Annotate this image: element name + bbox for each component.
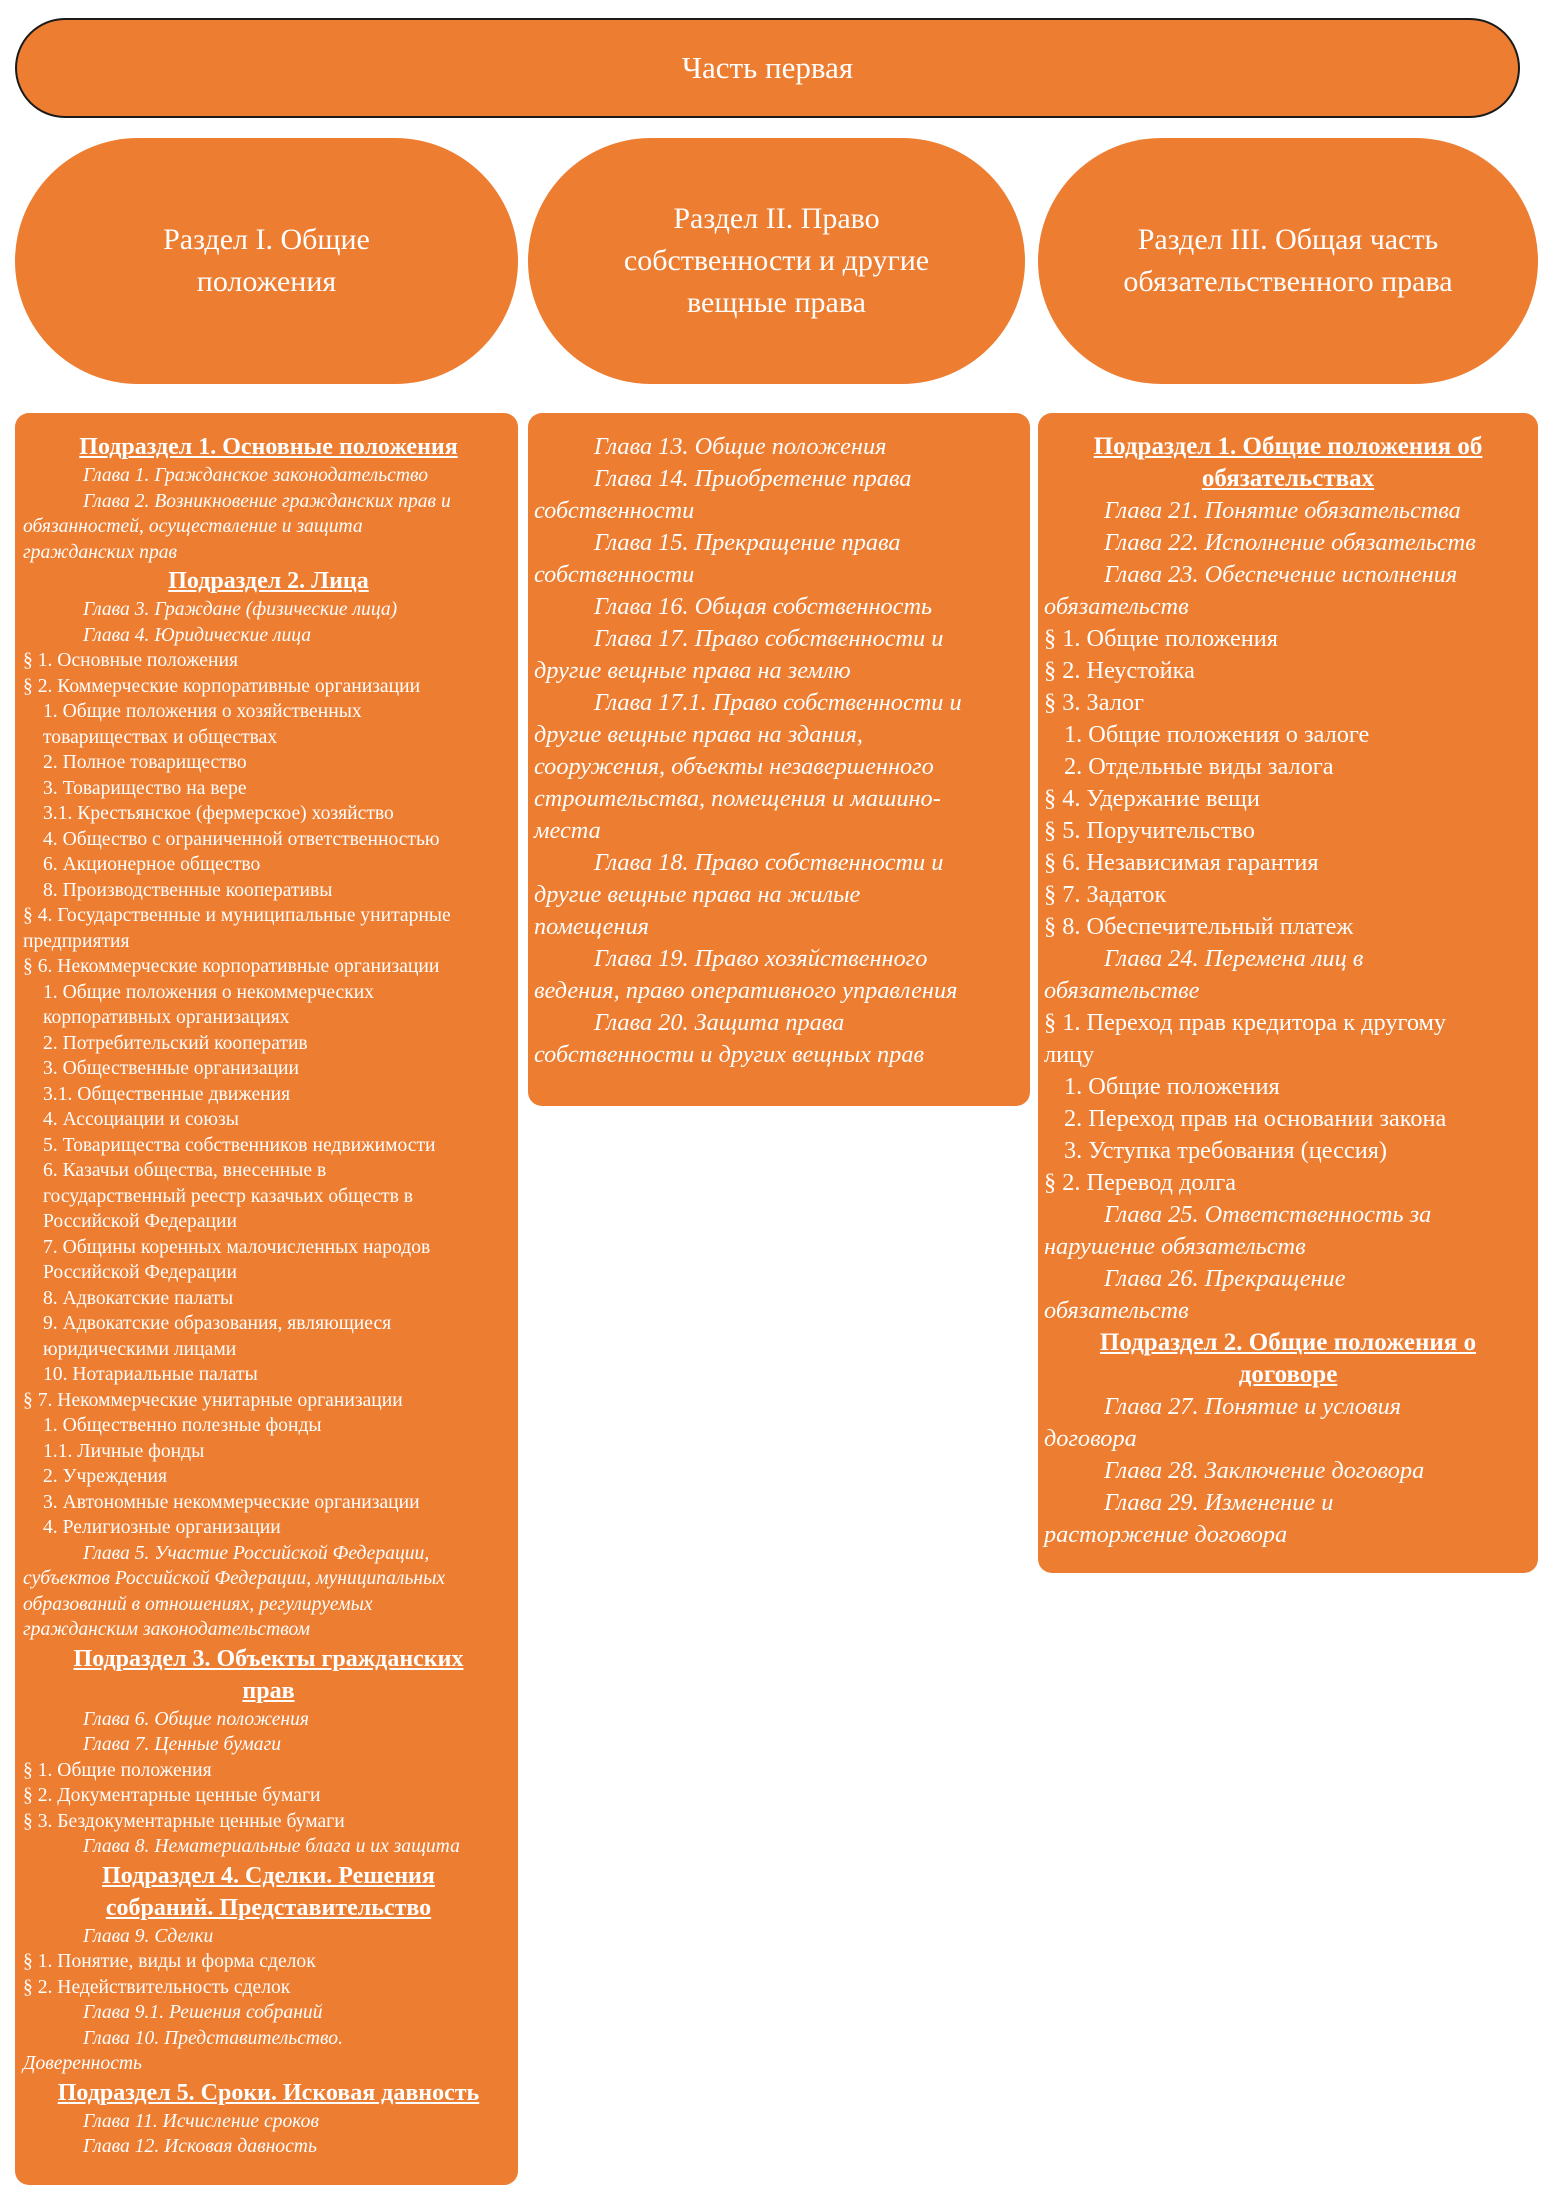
chapter-item-continued: другие вещные права на здания, — [534, 721, 863, 748]
paragraph-item: § 3. Бездокументарные ценные бумаги — [23, 1810, 345, 1832]
sub-item: 7. Общины коренных малочисленных народов — [43, 1236, 431, 1258]
chapter-item: Глава 5. Участие Российской Федерации, — [83, 1542, 430, 1564]
paragraph-item: § 1. Переход прав кредитора к другому — [1044, 1009, 1447, 1036]
sub-item: 3. Автономные некоммерческие организации — [43, 1491, 420, 1513]
paragraph-item: § 1. Основные положения — [23, 650, 238, 671]
chapter-item-continued: договора — [1044, 1425, 1137, 1452]
sub-item: 8. Производственные кооперативы — [43, 879, 333, 901]
sub-item: 1. Общие положения о некоммерческих — [43, 981, 375, 1003]
section-3-content-box — [1038, 413, 1538, 1573]
section-2-oval — [528, 138, 1025, 384]
chapter-item-continued: строительства, помещения и машино- — [534, 785, 941, 812]
chapter-item: Глава 9. Сделки — [83, 1925, 214, 1947]
chapter-item: Глава 22. Исполнение обязательств — [1104, 529, 1476, 556]
sub-item: 1. Общие положения о залоге — [1064, 721, 1370, 748]
chapter-item: Глава 17.1. Право собственности и — [594, 689, 962, 716]
sub-item: 1.1. Личные фонды — [43, 1440, 205, 1462]
chapter-item-continued: сооружения, объекты незавершенного — [534, 753, 934, 780]
subsection-heading: Подраздел 5. Сроки. Исковая давность — [57, 2079, 480, 2106]
chapter-item-continued: обязанностей, осуществление и защита — [23, 516, 363, 537]
section-3-oval — [1038, 138, 1538, 384]
chapter-item: Глава 12. Исковая давность — [83, 2136, 317, 2157]
sub-item: 1. Общественно полезные фонды — [43, 1415, 322, 1436]
chapter-item: Глава 19. Право хозяйственного — [594, 945, 928, 972]
sub-item: товариществах и обществах — [43, 726, 278, 748]
chapter-item-continued: обязательств — [1044, 593, 1189, 620]
chapter-item-continued: субъектов Российской Федерации, муниципальных — [23, 1568, 446, 1589]
paragraph-item: § 1. Общие положения — [1044, 625, 1278, 652]
sub-item: 3. Уступка требования (цессия) — [1064, 1137, 1387, 1164]
paragraph-item: предприятия — [23, 930, 130, 952]
sub-item: Российской Федерации — [43, 1211, 237, 1232]
chapter-item-continued: обязательстве — [1044, 977, 1200, 1004]
paragraph-item: § 2. Перевод долга — [1044, 1169, 1237, 1196]
paragraph-item: § 6. Некоммерческие корпоративные организации — [23, 956, 440, 977]
chapter-item: Глава 28. Заключение договора — [1104, 1457, 1425, 1484]
chapter-item-continued: собственности и других вещных прав — [534, 1041, 925, 1068]
subsection-heading: договоре — [1238, 1361, 1338, 1388]
sub-item: 3.1. Крестьянское (фермерское) хозяйство — [43, 803, 394, 824]
paragraph-item: § 6. Независимая гарантия — [1044, 849, 1319, 876]
paragraph-item: § 1. Понятие, виды и форма сделок — [23, 1951, 316, 1972]
chapter-item-continued: гражданских прав — [23, 541, 178, 563]
subsection-heading: Подраздел 2. Лица — [168, 568, 369, 594]
sub-item: 3. Товарищество на вере — [43, 777, 247, 799]
sub-item: 2. Учреждения — [43, 1466, 168, 1487]
sub-item: 4. Религиозные организации — [43, 1517, 281, 1538]
paragraph-item: § 2. Недействительность сделок — [23, 1976, 291, 1998]
sub-item: 4. Общество с ограниченной ответственностью — [43, 828, 440, 850]
sub-item: 9. Адвокатские образования, являющиеся — [43, 1313, 392, 1334]
chapter-item: Глава 17. Право собственности и — [594, 625, 944, 652]
sub-item: 10. Нотариальные палаты — [43, 1364, 258, 1385]
chapter-item: Глава 11. Исчисление сроков — [83, 2110, 319, 2132]
chapter-item: Глава 10. Представительство. — [83, 2027, 343, 2049]
chapter-item: Глава 18. Право собственности и — [594, 849, 944, 876]
chapter-item: Глава 20. Защита права — [594, 1009, 845, 1036]
sub-item: 5. Товарищества собственников недвижимости — [43, 1134, 436, 1156]
subsection-heading: Подраздел 3. Объекты гражданских — [73, 1645, 464, 1672]
sub-item: 3. Общественные организации — [43, 1058, 300, 1079]
chapter-item: Глава 7. Ценные бумаги — [83, 1734, 282, 1755]
sub-item: корпоративных организациях — [43, 1007, 290, 1028]
chapter-item: Глава 13. Общие положения — [594, 433, 887, 460]
section-1-title: Раздел I. Общие положения — [163, 223, 370, 298]
chapter-item-continued: другие вещные права на жилые — [534, 881, 861, 908]
subsection-heading: Подраздел 1. Общие положения об — [1093, 433, 1483, 460]
chapter-item-continued: ведения, право оперативного управления — [534, 977, 958, 1004]
sub-item: 2. Переход прав на основании закона — [1064, 1105, 1447, 1132]
paragraph-item: § 4. Удержание вещи — [1044, 785, 1260, 812]
sub-item: 2. Полное товарищество — [43, 752, 247, 773]
sub-item: 2. Отдельные виды залога — [1064, 753, 1334, 780]
sub-item: 4. Ассоциации и союзы — [43, 1109, 239, 1130]
subsection-heading: прав — [242, 1677, 295, 1704]
sub-item: государственный реестр казачьих обществ в — [43, 1185, 414, 1207]
subsection-heading: обязательствах — [1201, 465, 1375, 492]
sub-item: 6. Акционерное общество — [43, 854, 261, 875]
chapter-item: Глава 21. Понятие обязательства — [1104, 497, 1461, 524]
paragraph-item: § 3. Залог — [1044, 689, 1144, 716]
chapter-item-continued: собственности — [534, 497, 695, 524]
part-one-banner — [15, 18, 1520, 118]
subsection-heading: Подраздел 2. Общие положения о — [1099, 1329, 1477, 1356]
part-title: Часть первая — [681, 50, 854, 85]
chapter-item-continued: Доверенность — [23, 2053, 142, 2074]
chapter-item: Глава 29. Изменение и — [1104, 1489, 1334, 1516]
chapter-item: Глава 8. Нематериальные блага и их защита — [83, 1836, 460, 1857]
paragraph-item: § 5. Поручительство — [1044, 817, 1255, 844]
chapter-item: Глава 14. Приобретение права — [594, 465, 912, 492]
chapter-item: Глава 15. Прекращение права — [594, 529, 901, 556]
sub-item: 8. Адвокатские палаты — [43, 1287, 234, 1309]
chapter-item-continued: образований в отношениях, регулируемых — [23, 1593, 373, 1615]
subsection-heading: Подраздел 1. Основные положения — [79, 434, 458, 460]
chapter-item-continued: нарушение обязательств — [1044, 1233, 1306, 1260]
paragraph-item: § 1. Общие положения — [23, 1759, 212, 1781]
paragraph-item: § 8. Обеспечительный платеж — [1044, 913, 1354, 940]
chapter-item-continued: собственности — [534, 561, 695, 588]
paragraph-item: § 7. Некоммерческие унитарные организации — [23, 1389, 403, 1411]
sub-item: 2. Потребительский кооператив — [43, 1032, 308, 1054]
sub-item: 1. Общие положения — [1064, 1073, 1280, 1100]
chapter-item-continued: места — [534, 817, 601, 844]
section-2-title: Раздел II. Право собственности и другие вещные права — [623, 202, 930, 319]
chapter-item-continued: обязательств — [1044, 1297, 1189, 1324]
chapter-item-continued: другие вещные права на землю — [534, 657, 851, 684]
subsection-heading: собраний. Представительство — [105, 1894, 432, 1921]
subsection-heading: Подраздел 4. Сделки. Решения — [102, 1862, 435, 1889]
chapter-item: Глава 27. Понятие и условия — [1104, 1393, 1402, 1420]
chapter-item: Глава 2. Возникновение гражданских прав и — [83, 490, 451, 512]
chapter-item: Глава 3. Граждане (физические лица) — [83, 599, 398, 620]
chapter-item: Глава 26. Прекращение — [1104, 1265, 1346, 1292]
chapter-item: Глава 23. Обеспечение исполнения — [1104, 561, 1458, 588]
paragraph-item: § 2. Неустойка — [1044, 657, 1195, 684]
paragraph-item: лицу — [1044, 1041, 1095, 1068]
sub-item: 6. Казачьи общества, внесенные в — [43, 1160, 327, 1181]
section-1-content-box — [15, 413, 518, 2185]
paragraph-item: § 7. Задаток — [1044, 881, 1167, 908]
chapter-item: Глава 25. Ответственность за — [1104, 1201, 1432, 1228]
chapter-item-continued: расторжение договора — [1044, 1521, 1288, 1548]
sub-item: Российской Федерации — [43, 1262, 237, 1283]
chapter-item: Глава 1. Гражданское законодательство — [83, 465, 429, 486]
sub-item: юридическими лицами — [43, 1338, 237, 1360]
chapter-item: Глава 6. Общие положения — [83, 1708, 310, 1730]
paragraph-item: § 4. Государственные и муниципальные унитарные — [23, 905, 451, 926]
sub-item: 3.1. Общественные движения — [43, 1083, 291, 1105]
paragraph-item: § 2. Коммерческие корпоративные организации — [23, 675, 421, 697]
chapter-item-continued: помещения — [534, 913, 649, 940]
chapter-item-continued: гражданским законодательством — [23, 1619, 311, 1640]
chapter-item: Глава 9.1. Решения собраний — [83, 2002, 323, 2023]
chapter-item: Глава 16. Общая собственность — [594, 593, 933, 620]
sub-item: 1. Общие положения о хозяйственных — [43, 701, 362, 722]
paragraph-item: § 2. Документарные ценные бумаги — [23, 1785, 321, 1806]
chapter-item: Глава 4. Юридические лица — [83, 624, 312, 646]
section-2-content-box — [528, 413, 1030, 1106]
section-3-title: Раздел III. Общая часть обязательственного права — [1123, 223, 1453, 298]
section-1-oval — [15, 138, 518, 384]
chapter-item: Глава 24. Перемена лиц в — [1104, 945, 1364, 972]
